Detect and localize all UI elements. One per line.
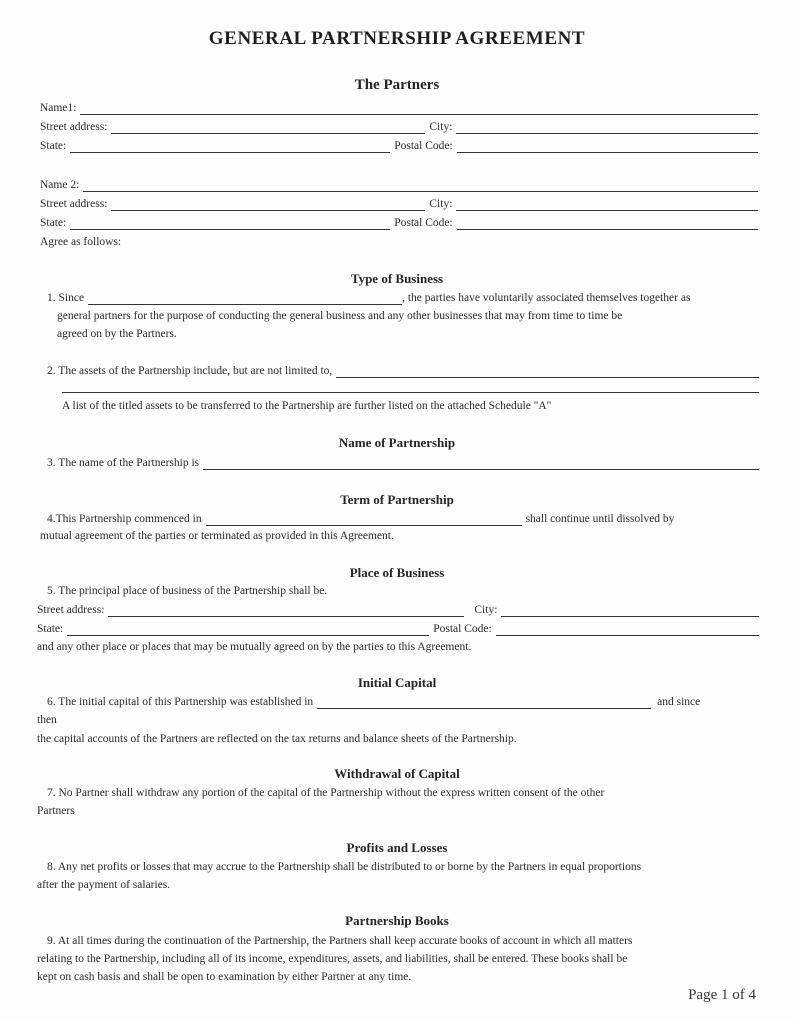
partner2-state-label: State: — [40, 217, 67, 229]
partner2-name-field[interactable] — [83, 180, 758, 192]
clause2-text: 2. The assets of the Partnership include, but are not limited to, — [47, 365, 333, 377]
partner1-city-field[interactable] — [456, 122, 758, 134]
partner1-city-label: City: — [429, 121, 453, 133]
partner1-state-field[interactable] — [70, 141, 390, 153]
clause9-line1: 9. At all times during the continuation of the Partnership, the Partners shall keep accurate books of account in which all matters — [47, 935, 633, 947]
clause6-line2: then — [37, 714, 57, 726]
partner1-state-row — [40, 137, 758, 153]
clause3-row — [47, 454, 759, 470]
partner2-name-row — [40, 176, 758, 192]
clause2-assets-field-line2[interactable] — [62, 381, 759, 393]
initial-capital-field[interactable] — [317, 697, 651, 709]
clause6-row — [47, 693, 759, 709]
clause9-line2: relating to the Partnership, including all of its income, expenditures, assets, and liabilities, shall be entered. These books shall be — [37, 953, 628, 965]
partner1-name-field[interactable] — [80, 103, 758, 115]
place-street-row — [37, 601, 759, 617]
clause5-text: 5. The principal place of business of the Partnership shall be. — [47, 585, 328, 597]
clause1-row — [47, 289, 759, 305]
clause2-schedule-text: A list of the titled assets to be transferred to the Partnership are further listed on the attached Schedule "A" — [62, 400, 552, 412]
place-state-field[interactable] — [67, 624, 429, 636]
type-of-business-heading: Type of Business — [350, 271, 444, 286]
partner2-city-label: City: — [429, 198, 453, 210]
clause5-end: and any other place or places that may be mutually agreed on by the parties to this Agreement. — [37, 641, 472, 653]
clause1-end: , the parties have voluntarily associated themselves together as — [402, 292, 691, 304]
capital-heading: Initial Capital — [357, 675, 437, 690]
partner2-postal-label: Postal Code: — [394, 217, 453, 229]
clause4-end: shall continue until dissolved by — [525, 513, 675, 525]
place-postal-label: Postal Code: — [433, 623, 492, 635]
profits-heading: Profits and Losses — [346, 840, 448, 855]
partner1-postal-label: Postal Code: — [394, 140, 453, 152]
clause7-line1: 7. No Partner shall withdraw any portion of the capital of the Partnership without the express written consent of the other — [47, 787, 605, 799]
clause9-line3: kept on cash basis and shall be open to examination by either Partner at any time. — [37, 971, 412, 983]
partner2-street-field[interactable] — [111, 199, 425, 211]
partner2-state-row — [40, 214, 758, 230]
document-title: GENERAL PARTNERSHIP AGREEMENT — [208, 28, 586, 49]
clause1-line3: agreed on by the Partners. — [57, 328, 177, 340]
partner2-state-field[interactable] — [70, 218, 390, 230]
partner2-city-field[interactable] — [456, 199, 758, 211]
withdrawal-heading: Withdrawal of Capital — [334, 766, 460, 781]
books-heading: Partnership Books — [345, 913, 449, 928]
name-of-partnership-heading: Name of Partnership — [338, 435, 456, 450]
clause1-start: 1. Since — [47, 292, 85, 304]
commencement-date-field[interactable] — [206, 514, 522, 526]
place-state-row — [37, 620, 759, 636]
clause1-line2: general partners for the purpose of conducting the general business and any other businesses that may from time to time be — [57, 310, 623, 322]
place-postal-field[interactable] — [496, 624, 759, 636]
place-heading: Place of Business — [349, 565, 445, 580]
clause2-row — [47, 362, 759, 378]
partner1-state-label: State: — [40, 140, 67, 152]
clause6-end: and since — [657, 696, 701, 708]
partner2-postal-field[interactable] — [457, 218, 758, 230]
partner1-street-label: Street address: — [40, 121, 108, 133]
place-city-field[interactable] — [501, 605, 759, 617]
place-street-field[interactable] — [108, 605, 464, 617]
partnership-name-field[interactable] — [203, 458, 759, 470]
agree-text: Agree as follows: — [40, 236, 122, 248]
clause4-row — [47, 510, 759, 526]
clause2-assets-field[interactable] — [336, 366, 759, 378]
partners-heading: The Partners — [354, 77, 440, 93]
place-city-label: City: — [474, 604, 498, 616]
partner1-name-row — [40, 99, 758, 115]
partner1-postal-field[interactable] — [457, 141, 758, 153]
partner1-street-field[interactable] — [111, 122, 425, 134]
clause7-line2: Partners — [37, 805, 75, 817]
clause1-date-field[interactable] — [88, 293, 402, 305]
clause6-line3: the capital accounts of the Partners are reflected on the tax returns and balance sheets of the Partnership. — [37, 733, 517, 745]
clause8-line1: 8. Any net profits or losses that may accrue to the Partnership shall be distributed to or borne by the Partners in equal proportions — [47, 861, 642, 873]
clause4-start: 4.This Partnership commenced in — [47, 513, 202, 525]
partner2-name-label: Name 2: — [40, 179, 80, 191]
place-street-label: Street address: — [37, 604, 105, 616]
clause6-start: 6. The initial capital of this Partnership was established in — [47, 696, 314, 708]
partner1-street-row — [40, 118, 758, 134]
page-number: Page 1 of 4 — [688, 987, 756, 1003]
partner2-street-row — [40, 195, 758, 211]
clause8-line2: after the payment of salaries. — [37, 879, 171, 891]
clause4-line2: mutual agreement of the parties or terminated as provided in this Agreement. — [40, 530, 394, 542]
term-heading: Term of Partnership — [340, 492, 454, 507]
place-state-label: State: — [37, 623, 64, 635]
clause3-text: 3. The name of the Partnership is — [47, 457, 200, 469]
partner1-name-label: Name1: — [40, 102, 77, 114]
partner2-street-label: Street address: — [40, 198, 108, 210]
